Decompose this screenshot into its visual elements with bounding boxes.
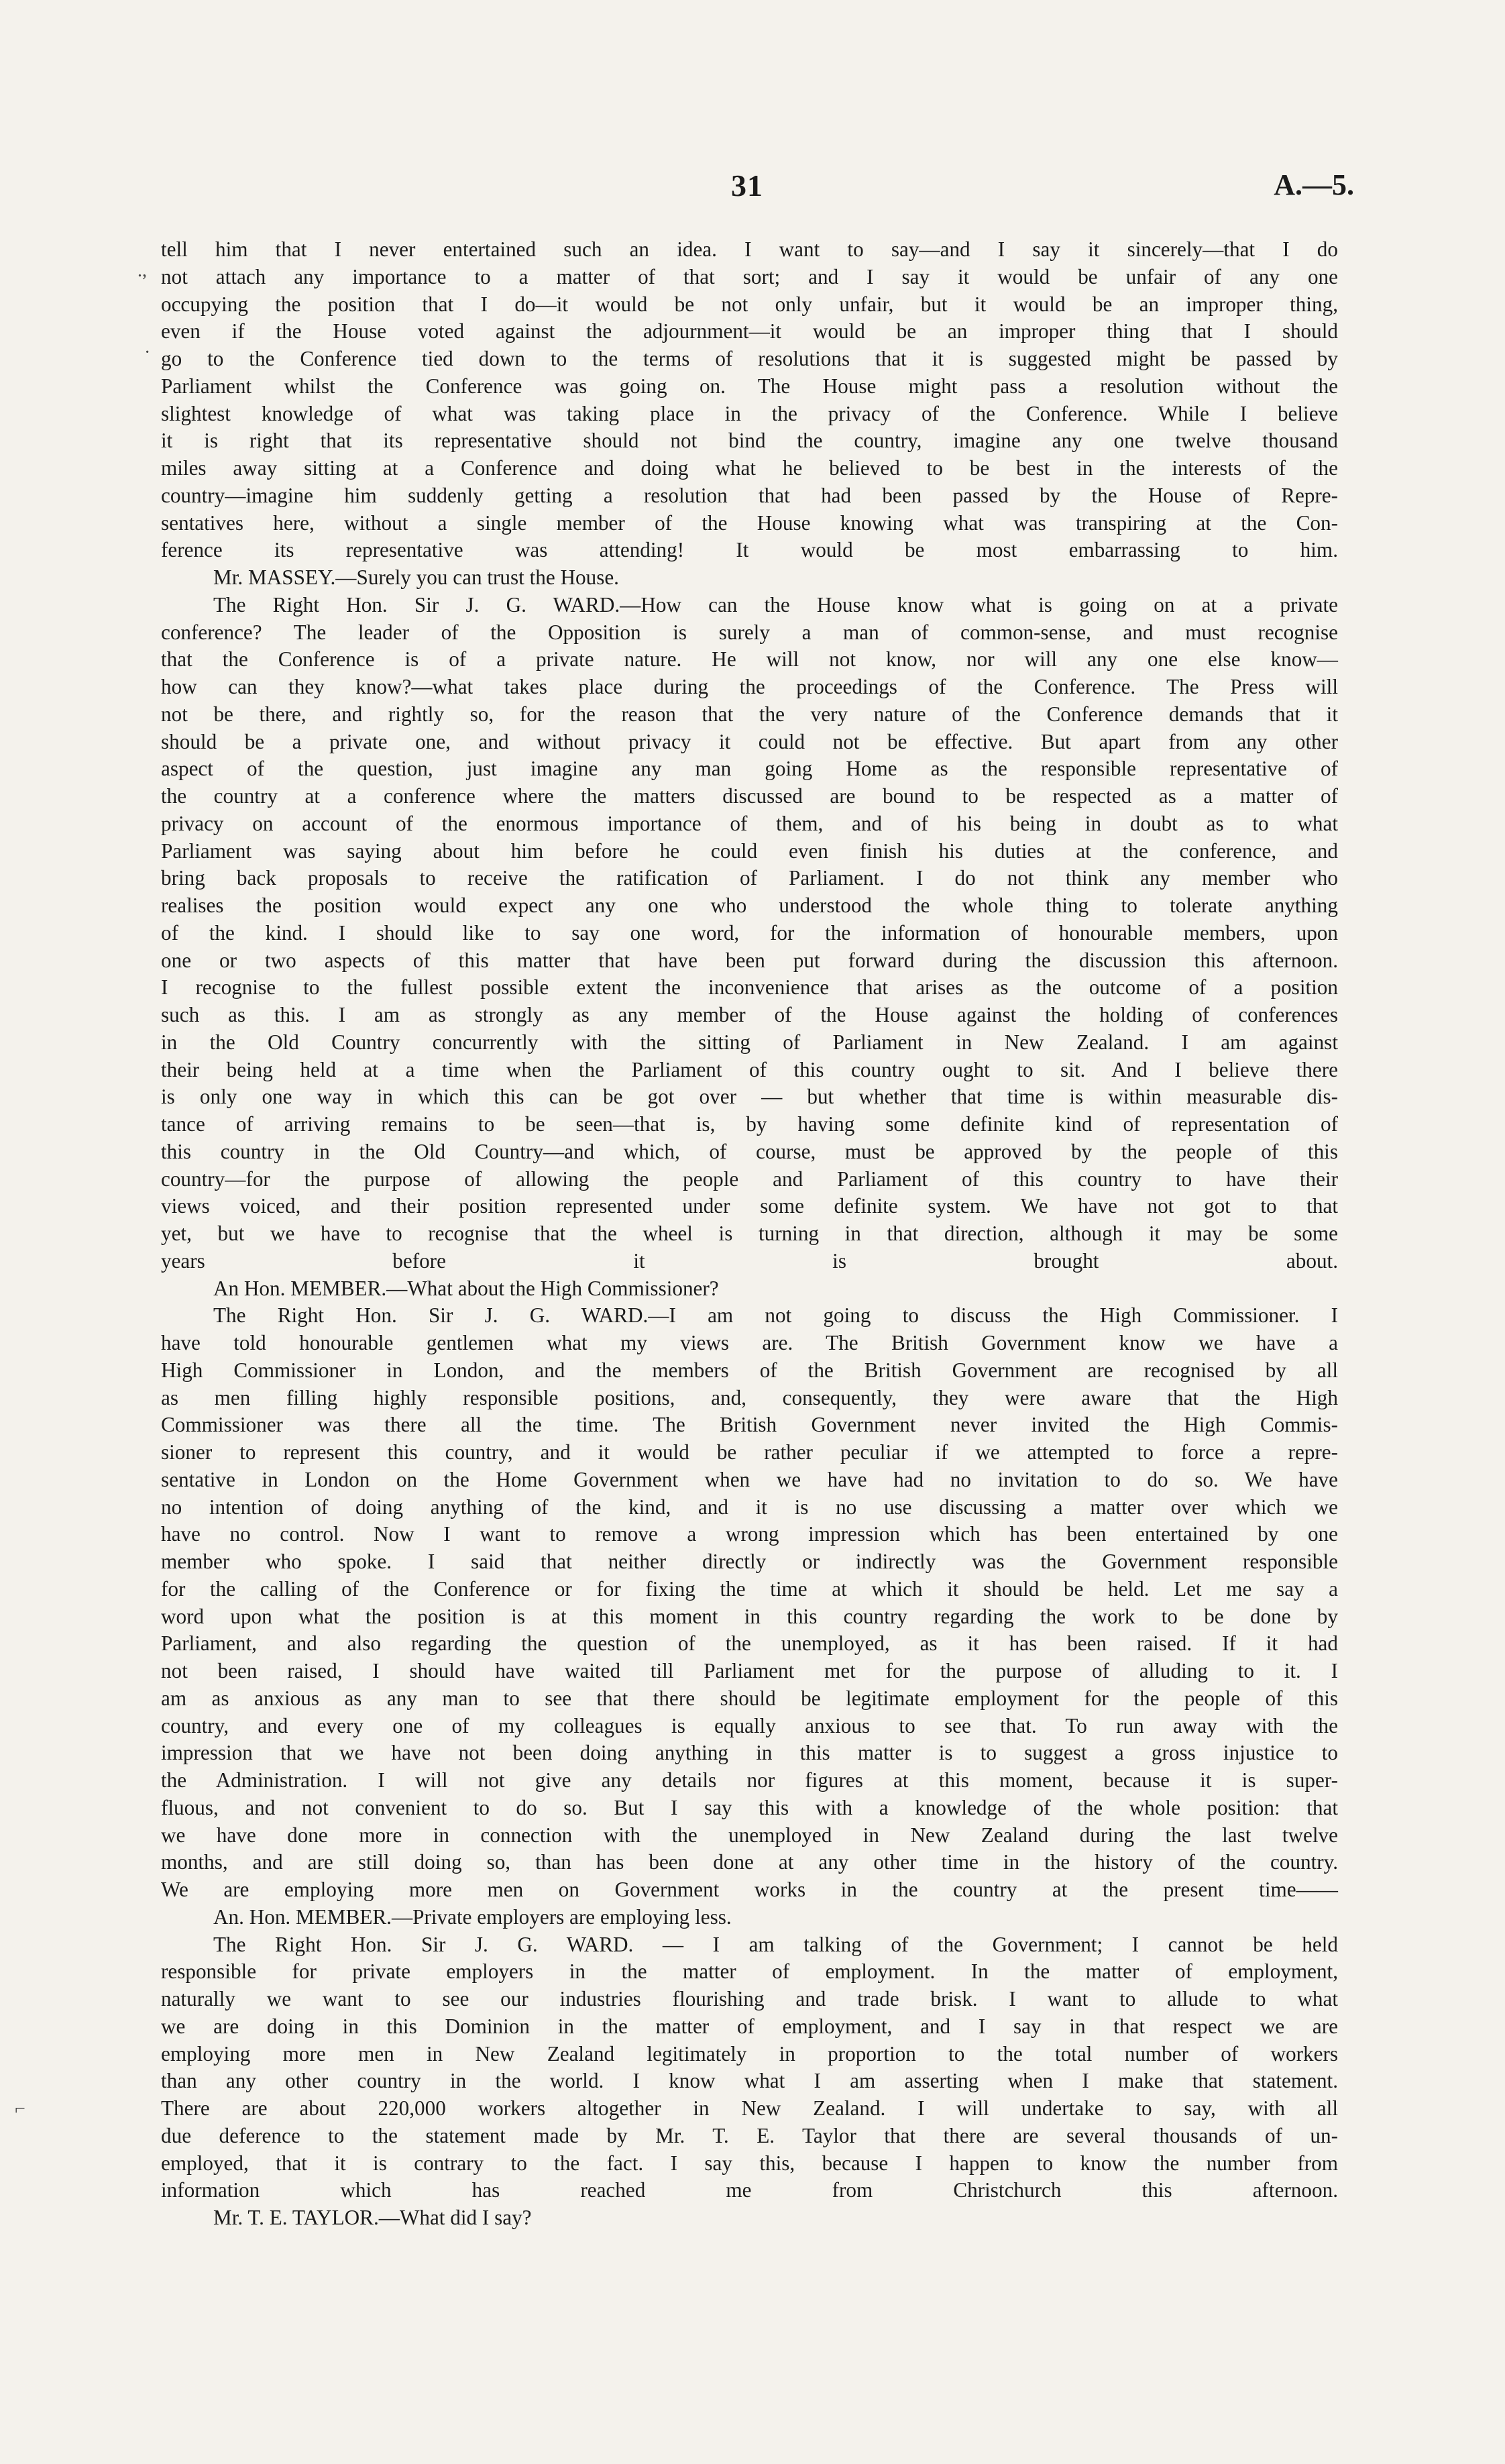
margin-mark: ., [137,260,147,281]
text-line: sentative in London on the Home Government when we have had no invitation to do so. We have [161,1467,1338,1491]
paragraph-massey-interjection [161,564,1338,592]
text-line: country—for the purpose of allowing the people and Parliament of this country to have their [161,1167,1338,1191]
text-line: conference? The leader of the Opposition is surely a man of common-sense, and must recognise [161,620,1338,644]
paragraph-member-high-commissioner [161,1275,1338,1303]
paragraph-ward-high-commissioner [161,1302,1338,1904]
text-line: The Right Hon. Sir J. G. WARD. — I am talking of the Government; I cannot be held [213,1932,1338,1956]
text-line: ference its representative was attending! It would be most embarrassing to him. [161,538,1338,562]
text-line: sioner to represent this country, and it would be rather peculiar if we attempted to force a repre- [161,1440,1338,1464]
text-line: the country at a conference where the matters discussed are bound to be respected as a matter of [161,784,1338,808]
paper-reference: A.—5. [1274,168,1354,201]
text-line: Parliament, and also regarding the question of the unemployed, as it has been raised. If it had [161,1631,1338,1656]
text-line: occupying the position that I do—it would be not only unfair, but it would be an improper thing, [161,292,1338,316]
text-line: their being held at a time when the Parliament of this country ought to sit. And I believe there [161,1057,1338,1081]
text-line: yet, but we have to recognise that the wheel is turning in that direction, although it may be some [161,1222,1338,1245]
text-line: not been raised, I should have waited till Parliament met for the purpose of alluding to it. I [161,1659,1338,1682]
text-line: have told honourable gentlemen what my views are. The British Government know we have a [161,1331,1338,1354]
text-line: for the calling of the Conference or for fixing the time at which it should be held. Let me say a [161,1576,1338,1601]
text-line: An Hon. MEMBER.—What about the High Commissioner? [213,1276,719,1300]
text-line: employed, that it is contrary to the fact. I say this, because I happen to know the number from [161,2151,1338,2175]
text-line: in the Old Country concurrently with the sitting of Parliament in New Zealand. I am against [161,1030,1338,1054]
text-line: realises the position would expect any one who understood the whole thing to tolerate anything [161,894,1338,917]
text-line: country, and every one of my colleagues is equally anxious to see that. To run away with the [161,1713,1338,1737]
text-line: The Right Hon. Sir J. G. WARD.—How can the House know what is going on at a private [213,592,1338,617]
text-line: due deference to the statement made by Mr. T. E. Taylor that there are several thousands of un- [161,2123,1338,2147]
text-line: the Administration. I will not give any details nor figures at this moment, because it is super- [161,1768,1338,1792]
text-line: even if the House voted against the adjournment—it would be an improper thing that I should [161,319,1338,343]
text-line: bring back proposals to receive the ratification of Parliament. I do not think any member who [161,866,1338,890]
paragraph-ward-employment [161,1931,1338,2205]
text-line: naturally we want to see our industries flourishing and trade brisk. I want to allude to what [161,1987,1338,2011]
text-line: Parliament whilst the Conference was going on. The House might pass a resolution without the [161,374,1338,398]
text-line: High Commissioner in London, and the members of the British Government are recognised by all [161,1358,1338,1382]
text-line: member who spoke. I said that neither directly or indirectly was the Government responsible [161,1550,1338,1573]
text-line: it is right that its representative should not bind the country, imagine any one twelve thousand [161,429,1338,453]
text-line: we have done more in connection with the unemployed in New Zealand during the last twelve [161,1823,1338,1847]
page-number: 31 [731,168,763,203]
text-line: than any other country in the world. I know what I am asserting when I make that statement. [161,2069,1338,2093]
text-line: how can they know?—what takes place during the proceedings of the Conference. The Press will [161,675,1338,698]
text-line: should be a private one, and without privacy it could not be effective. But apart from any other [161,729,1338,753]
text-line: that the Conference is of a private nature. He will not know, nor will any one else know— [161,647,1338,672]
text-line: such as this. I am as strongly as any member of the House against the holding of conferences [161,1003,1338,1026]
text-line: years before it is brought about. [161,1248,1338,1273]
text-line: word upon what the position is at this moment in this country regarding the work to be done by [161,1604,1338,1628]
text-line: I recognise to the fullest possible extent the inconvenience that arises as the outcome of a position [161,975,1338,1000]
text-line: The Right Hon. Sir J. G. WARD.—I am not going to discuss the High Commissioner. I [213,1303,1338,1328]
text-line: fluous, and not convenient to do so. But I say this with a knowledge of the whole position: that [161,1795,1338,1819]
text-line: We are employing more men on Government works in the country at the present time—— [161,1878,1338,1901]
text-line: not attach any importance to a matter of that sort; and I say it would be unfair of any one [161,264,1338,288]
text-line: months, and are still doing so, than has been done at any other time in the history of the country. [161,1850,1338,1874]
text-line: information which has reached me from Christchurch this afternoon. [161,2178,1338,2202]
text-line: have no control. Now I want to remove a wrong impression which has been entertained by one [161,1522,1338,1546]
text-line: Mr. MASSEY.—Surely you can trust the House. [213,566,619,589]
text-line: this country in the Old Country—and which, of course, must be approved by the people of this [161,1139,1338,1163]
text-line: country—imagine him suddenly getting a resolution that had been passed by the House of Repre- [161,483,1338,507]
text-line: tance of arriving remains to be seen—that is, by having some definite kind of representation of [161,1112,1338,1136]
text-line: An. Hon. MEMBER.—Private employers are employing less. [213,1905,732,1929]
text-line: Commissioner was there all the time. The British Government never invited the High Commis- [161,1413,1338,1437]
text-line: go to the Conference tied down to the terms of resolutions that it is suggested might be passed by [161,347,1338,370]
text-line: Mr. T. E. TAYLOR.—What did I say? [213,2206,532,2229]
paragraph-taylor-interjection [161,2204,1338,2232]
text-line: am as anxious as any man to see that there should be legitimate employment for the people of this [161,1686,1338,1710]
text-line: impression that we have not been doing anything in this matter is to suggest a gross injustice to [161,1741,1338,1765]
text-line: tell him that I never entertained such an idea. I want to say—and I say it sincerely—that I do [161,237,1338,261]
text-line: privacy on account of the enormous importance of them, and of his being in doubt as to what [161,811,1338,835]
text-line: sentatives here, without a single member of the House knowing what was transpiring at the Con- [161,511,1338,535]
text-line: slightest knowledge of what was taking place in the privacy of the Conference. While I believe [161,401,1338,425]
text-line: as men filling highly responsible positions, and, consequently, they were aware that the High [161,1385,1338,1409]
text-line: is only one way in which this can be got over — but whether that time is within measurable dis- [161,1085,1338,1109]
text-line: we are doing in this Dominion in the matter of employment, and I say in that respect we are [161,2014,1338,2038]
text-line: miles away sitting at a Conference and doing what he believed to be best in the interests of the [161,456,1338,480]
margin-mark: · [144,342,151,363]
text-line: one or two aspects of this matter that have been put forward during the discussion this afternoon. [161,948,1338,972]
paragraph-ward-private-conference [161,592,1338,1275]
page-header [0,168,1505,215]
text-line: no intention of doing anything of the kind, and it is no use discussing a matter over which we [161,1495,1338,1519]
paragraph-member-private-employers [161,1904,1338,1931]
text-line: aspect of the question, just imagine any man going Home as the responsible representative of [161,757,1338,781]
text-line: There are about 220,000 workers altogether in New Zealand. I will undertake to say, with all [161,2096,1338,2120]
text-line: Parliament was saying about him before he could even finish his duties at the conference, and [161,839,1338,863]
paragraph-ward-continued [161,236,1338,564]
text-line: responsible for private employers in the matter of employment. In the matter of employment, [161,1960,1338,1984]
text-line: employing more men in New Zealand legitimately in proportion to the total number of workers [161,2041,1338,2066]
debate-transcript [161,236,1338,2232]
text-line: not be there, and rightly so, for the reason that the very nature of the Conference demands that it [161,702,1338,726]
margin-mark: ⌐ [15,2098,25,2119]
text-line: of the kind. I should like to say one word, for the information of honourable members, upon [161,920,1338,945]
text-line: views voiced, and their position represented under some definite system. We have not got to that [161,1194,1338,1218]
